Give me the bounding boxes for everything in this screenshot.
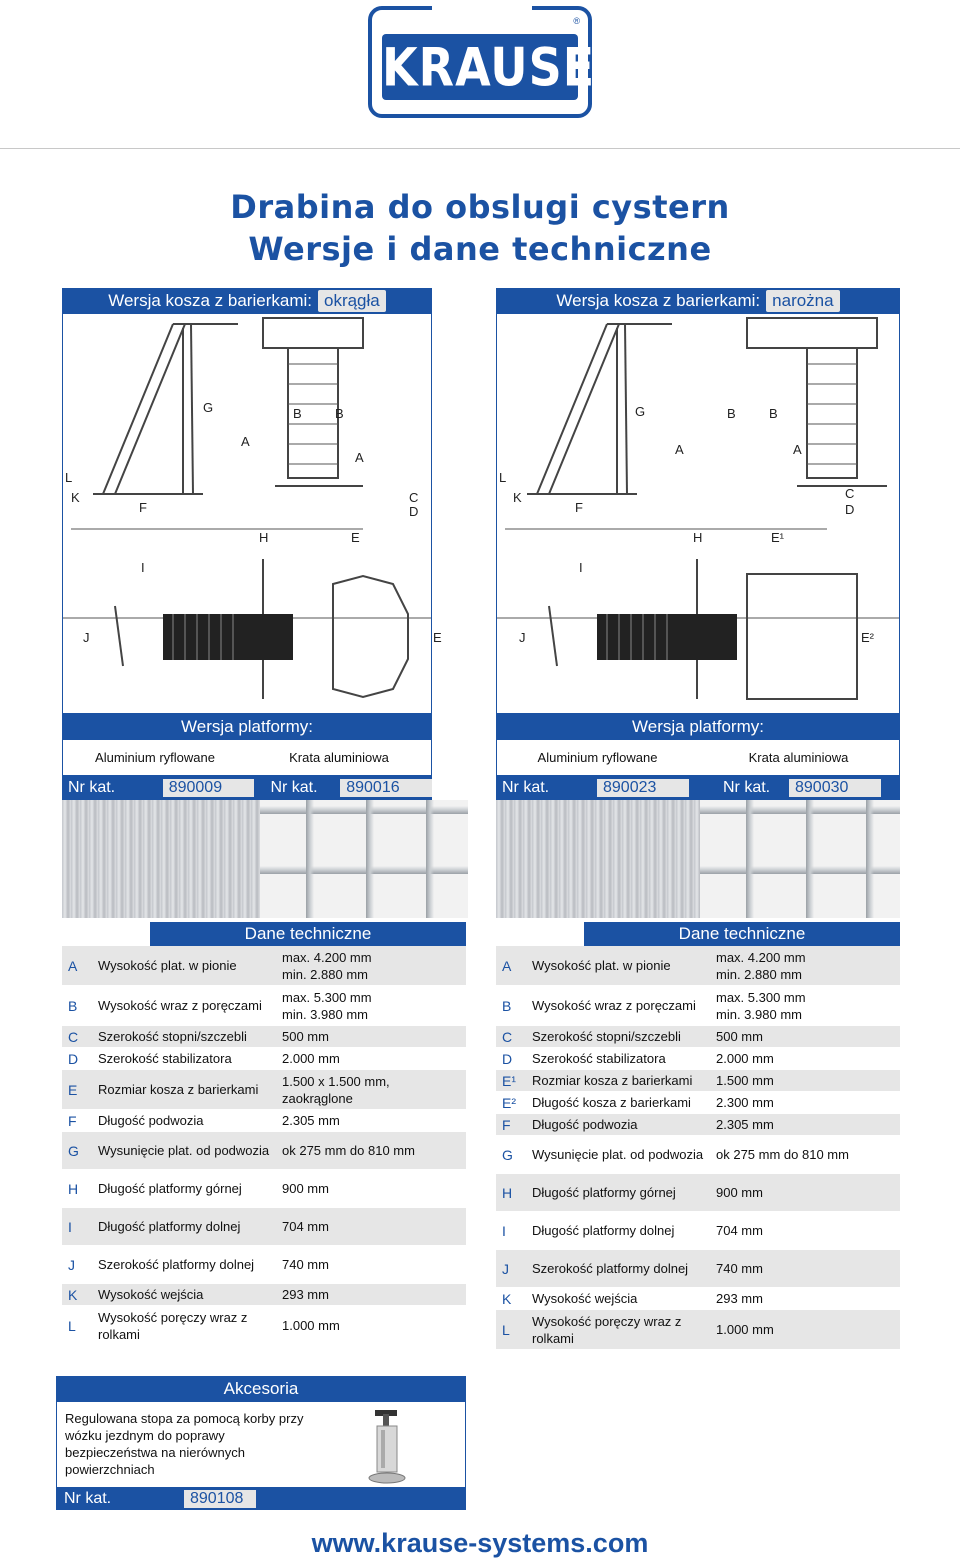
tech-row-description: Wysokość plat. w pionie [98,958,237,973]
header-divider [0,148,960,149]
dim-label-D: D [409,504,419,519]
tech-row-value: 1.500 mm [716,1073,774,1088]
tech-row-letter: E¹ [502,1072,516,1089]
catalog-number: 890023 [597,779,689,797]
tech-row-description: Szerokość stopni/szczebli [98,1029,247,1044]
krause-logo [368,6,596,118]
left-tech-table [62,922,466,1346]
catalog-label: Nr kat. [270,779,318,796]
dim-label-E2: E² [861,630,874,645]
tech-row-letter: B [502,997,512,1014]
tech-row-value: 293 mm [716,1291,763,1306]
tech-row-value: 900 mm [716,1185,763,1200]
logo-notch [432,6,532,22]
dim-label-K: K [513,490,522,505]
tech-row [62,1306,466,1346]
tech-row-description: Wysokość wraz z poręczami [532,998,696,1013]
accessory-description: Regulowana stopa za pomocą korby przy wózku jezdnym do poprawy bezpieczeństwa na nierównych powierzchniach [65,1411,304,1477]
tech-row-description: Szerokość stabilizatora [532,1051,666,1066]
tech-row-value: max. 5.300 mm min. 3.980 mm [282,989,372,1022]
left-platform-header: Wersja platformy: [62,714,432,740]
tech-row-value: 500 mm [282,1029,329,1044]
tech-row [496,1070,900,1092]
dim-label-I: I [579,560,583,575]
tech-row [62,1132,466,1170]
tech-row-letter: L [68,1317,76,1334]
left-platform-option-grating: Krata aluminiowa [289,750,389,765]
tech-row-description: Wysokość wejścia [532,1291,638,1306]
tech-row [62,946,466,986]
tech-row-value: 2.000 mm [716,1051,774,1066]
tech-row-description: Długość podwozia [98,1113,204,1128]
tech-row-description: Długość platformy górnej [532,1185,676,1200]
left-version-bar [62,288,432,314]
adjustable-foot-photo [347,1404,427,1488]
tech-row-description: Długość platformy dolnej [532,1223,675,1238]
tech-row [62,1284,466,1306]
tech-row-description: Wysokość poręczy wraz z rolkami [98,1309,248,1342]
right-drawing-svg [497,314,899,712]
dim-label-B: B [293,406,302,421]
tech-row-letter: G [502,1146,513,1163]
aluminium-grating-photo [260,800,468,918]
tech-row [496,1114,900,1136]
tech-row-description: Wysokość poręczy wraz z rolkami [532,1313,682,1346]
right-technical-drawing [496,314,900,714]
tech-row-value: 740 mm [716,1261,763,1276]
left-technical-drawing [62,314,442,714]
dim-label-A: A [675,442,684,457]
right-platform-option-grating: Krata aluminiowa [748,750,849,765]
tech-row-letter: H [68,1180,79,1197]
ribbed-aluminium-photo [62,800,260,918]
tech-row-description: Szerokość platformy dolnej [532,1261,689,1276]
tech-row [62,1070,466,1110]
left-catalog-bar [62,776,432,800]
tech-row-value: 1.000 mm [716,1322,774,1337]
tech-row-letter: E [68,1081,78,1098]
tech-row-value: max. 4.200 mm min. 2.880 mm [282,949,372,982]
tech-row [496,946,900,986]
catalog-number: 890030 [789,779,881,797]
tech-row-letter: I [502,1222,506,1239]
tech-row-value: 704 mm [282,1219,329,1234]
dim-label-L: L [65,470,73,485]
left-drawing-svg [63,314,431,712]
tech-row-value: 2.300 mm [716,1095,774,1110]
tech-row-value: ok 275 mm do 810 mm [282,1143,415,1158]
right-platform-header: Wersja platformy: [496,714,900,740]
tech-row-description: Wysunięcie plat. od podwozia [532,1147,704,1162]
tech-row [62,1048,466,1070]
left-platform-option-ribbed: Aluminium ryflowane [95,750,215,765]
tech-row-description: Szerokość stopni/szczebli [532,1029,681,1044]
right-version-bar [496,288,900,314]
aluminium-grating-photo [700,800,900,918]
page-subtitle: Wersje i dane techniczne [248,230,712,268]
tech-row-description: Długość platformy górnej [98,1181,242,1196]
tech-row [496,1250,900,1288]
catalog-label: Nr kat. [502,779,550,796]
tech-row-letter: L [502,1321,510,1338]
dim-label-F: F [575,500,583,515]
dim-label-J: J [83,630,90,645]
tech-row-value: 704 mm [716,1223,763,1238]
dim-label-E-plan: E [433,630,442,645]
tech-table-title: Dane techniczne [584,922,900,946]
dim-label-C: C [409,490,419,505]
tech-row-description: Wysokość wraz z poręczami [98,998,262,1013]
dim-label-B: B [335,406,344,421]
tech-row-letter: H [502,1184,513,1201]
tech-row-description: Wysokość wejścia [98,1287,204,1302]
catalog-label: Nr kat. [64,1490,112,1507]
dim-label-G: G [635,404,646,419]
dim-label-B: B [769,406,778,421]
website-link[interactable]: www.krause-systems.com [311,1528,649,1558]
dim-label-A: A [793,442,802,457]
tech-row-letter: F [68,1112,77,1129]
dim-label-D: D [845,502,855,517]
tech-row-value: max. 5.300 mm min. 3.980 mm [716,989,806,1022]
tech-row-value: ok 275 mm do 810 mm [716,1147,849,1162]
right-platform-option-ribbed: Aluminium ryflowane [537,750,658,765]
tech-row-letter: J [502,1260,509,1277]
tech-row-letter: D [68,1050,79,1067]
catalog-number: 890108 [184,1490,256,1508]
tech-row-description: Długość platformy dolnej [98,1219,241,1234]
tech-row-value: 1.000 mm [282,1318,340,1333]
dim-label-G: G [203,400,214,415]
tech-row-value: 500 mm [716,1029,763,1044]
tech-row-description: Szerokość platformy dolnej [98,1257,255,1272]
tech-row-letter: C [502,1028,513,1045]
tech-row-letter: I [68,1218,72,1235]
tech-row [496,986,900,1026]
tech-row-letter: F [502,1116,511,1133]
dim-label-I: I [141,560,145,575]
tech-row [62,1246,466,1284]
tech-row-value: 2.305 mm [716,1117,774,1132]
tech-row-description: Długość kosza z barierkami [532,1095,691,1110]
tech-row-letter: K [502,1290,512,1307]
dim-label-C: C [845,486,855,501]
catalog-label: Nr kat. [723,779,771,796]
left-platform-options [62,740,432,776]
tech-row-description: Rozmiar kosza z barierkami [98,1082,259,1097]
tech-row-value: 2.305 mm [282,1113,340,1128]
dim-label-E1: E¹ [771,530,784,545]
tech-row [496,1092,900,1114]
right-catalog-bar [496,776,900,800]
accessories-header: Akcesoria [56,1376,466,1402]
logo-text: KRAUSE [382,35,596,99]
tech-row-letter: K [68,1286,78,1303]
dim-label-E: E [351,530,360,545]
tech-row [496,1174,900,1212]
tech-row-letter: D [502,1050,513,1067]
tech-row-letter: G [68,1142,79,1159]
catalog-number: 890016 [340,779,432,797]
right-tech-table [496,922,900,1350]
tech-row [496,1212,900,1250]
left-version-value: okrągła [318,290,386,312]
logo-registered-mark: ® [573,16,580,26]
accessory-catalog-bar [56,1488,466,1510]
tech-table-title: Dane techniczne [150,922,466,946]
right-version-value: narożna [766,290,839,312]
tech-row [62,1170,466,1208]
dim-label-J: J [519,630,526,645]
tech-row-letter: C [68,1028,79,1045]
right-platform-options [496,740,900,776]
tech-row [496,1136,900,1174]
dim-label-L: L [499,470,507,485]
tech-row-description: Wysokość plat. w pionie [532,958,671,973]
ribbed-aluminium-photo [496,800,700,918]
tech-row-description: Rozmiar kosza z barierkami [532,1073,693,1088]
tech-row-description: Szerokość stabilizatora [98,1051,232,1066]
accessories-box [56,1402,466,1488]
tech-row-letter: E² [502,1094,516,1111]
dim-label-F: F [139,500,147,515]
catalog-label: Nr kat. [68,779,116,796]
dim-label-H: H [693,530,703,545]
tech-row-value: 2.000 mm [282,1051,340,1066]
tech-row-letter: A [68,957,78,974]
tech-row-letter: J [68,1256,75,1273]
dim-label-B: B [727,406,736,421]
right-version-label: Wersja kosza z barierkami: [556,291,761,310]
tech-row-value: 900 mm [282,1181,329,1196]
tech-row [62,1110,466,1132]
tech-row [62,1026,466,1048]
tech-row [62,1208,466,1246]
page-title: Drabina do obslugi cystern [230,188,730,226]
dim-label-A: A [241,434,250,449]
tech-row-letter: A [502,957,512,974]
tech-row [496,1288,900,1310]
dim-label-H: H [259,530,269,545]
tech-row [496,1026,900,1048]
dim-label-A: A [355,450,364,465]
left-version-label: Wersja kosza z barierkami: [108,291,312,310]
logo-badge [382,34,596,100]
tech-row-letter: B [68,997,78,1014]
tech-row-value: 740 mm [282,1257,329,1272]
tech-row-description: Wysunięcie plat. od podwozia [98,1143,270,1158]
tech-row-description: Długość podwozia [532,1117,638,1132]
tech-row [496,1048,900,1070]
tech-row-value: max. 4.200 mm min. 2.880 mm [716,949,806,982]
tech-row [62,986,466,1026]
tech-row-value: 1.500 x 1.500 mm, zaokrąglone [282,1073,390,1106]
tech-row-value: 293 mm [282,1287,329,1302]
catalog-number: 890009 [163,779,255,797]
dim-label-K: K [71,490,80,505]
tech-row [496,1310,900,1350]
